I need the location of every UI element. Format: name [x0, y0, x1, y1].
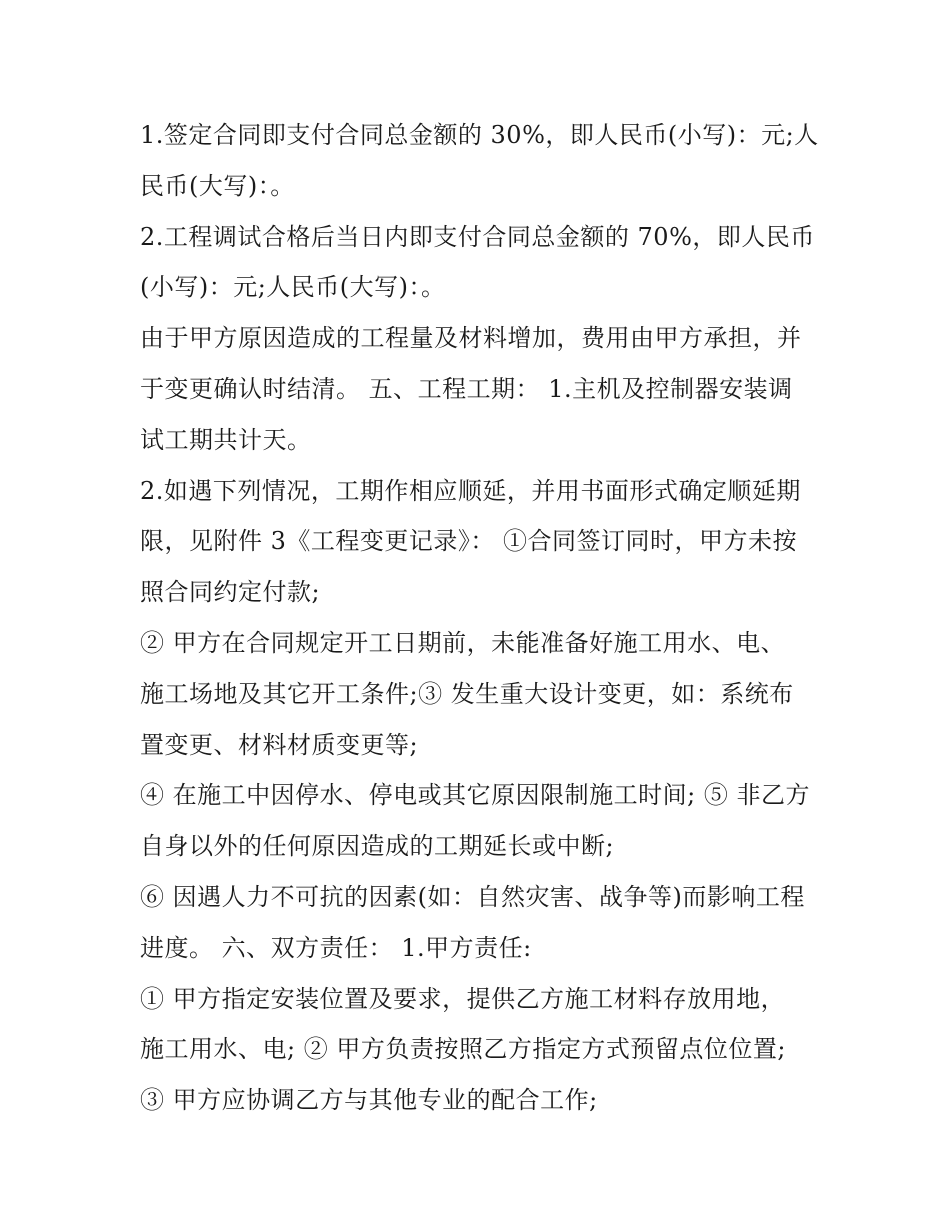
- paragraph-delay-conditions: [140, 466, 830, 618]
- text-line: ④ 在施工中因停水、停电或其它原因限制施工时间; ⑤ 非乙方: [140, 781, 810, 810]
- text-line: 进度。 六、双方责任： 1.甲方责任:: [140, 933, 532, 962]
- text-line: 置变更、材料材质变更等;: [140, 730, 419, 759]
- text-line: (小写)：元;人民币(大写)：。: [140, 273, 446, 302]
- text-line: 于变更确认时结清。 五、工程工期： 1.主机及控制器安装调: [140, 374, 793, 403]
- text-line: 2.如遇下列情况，工期作相应顺延，并用书面形式确定顺延期: [140, 476, 801, 505]
- text-line: 施工用水、电; ② 甲方负责按照乙方指定方式预留点位位置;: [140, 1035, 786, 1064]
- text-line: ① 甲方指定安装位置及要求，提供乙方施工材料存放用地，: [140, 984, 786, 1013]
- paragraph-party-a-duty-3: [140, 1075, 830, 1126]
- text-line: 由于甲方原因造成的工程量及材料增加，费用由甲方承担，并: [140, 324, 802, 353]
- text-line: 照合同约定付款;: [140, 578, 321, 607]
- text-line: ② 甲方在合同规定开工日期前，未能准备好施工用水、电、: [140, 628, 786, 657]
- text-line: 2.工程调试合格后当日内即支付合同总金额的 70%，即人民币: [140, 222, 815, 251]
- text-line: 自身以外的任何原因造成的工期延长或中断;: [140, 832, 615, 861]
- text-line: 试工期共计天。: [140, 425, 312, 454]
- paragraph-payment-30: [140, 110, 830, 212]
- paragraph-delay-item-4-5: [140, 770, 830, 872]
- document-page: [140, 110, 830, 1126]
- paragraph-payment-70: [140, 212, 830, 314]
- paragraph-delay-item-6: [140, 872, 830, 974]
- paragraph-cost-and-schedule: [140, 313, 830, 465]
- text-line: ③ 甲方应协调乙方与其他专业的配合工作;: [140, 1086, 598, 1115]
- text-line: ⑥ 因遇人力不可抗的因素(如：自然灾害、战争等)而影响工程: [140, 882, 805, 911]
- text-line: 施工场地及其它开工条件;③ 发生重大设计变更，如：系统布: [140, 679, 794, 708]
- text-line: 限，见附件 3《工程变更记录》： ①合同签订同时，甲方未按: [140, 527, 798, 556]
- text-line: 1.签定合同即支付合同总金额的 30%，即人民币(小写)：元;人: [140, 121, 819, 149]
- paragraph-delay-item-2-3: [140, 618, 830, 770]
- paragraph-party-a-duty-1-2: [140, 974, 830, 1076]
- text-line: 民币(大写)：。: [140, 171, 295, 200]
